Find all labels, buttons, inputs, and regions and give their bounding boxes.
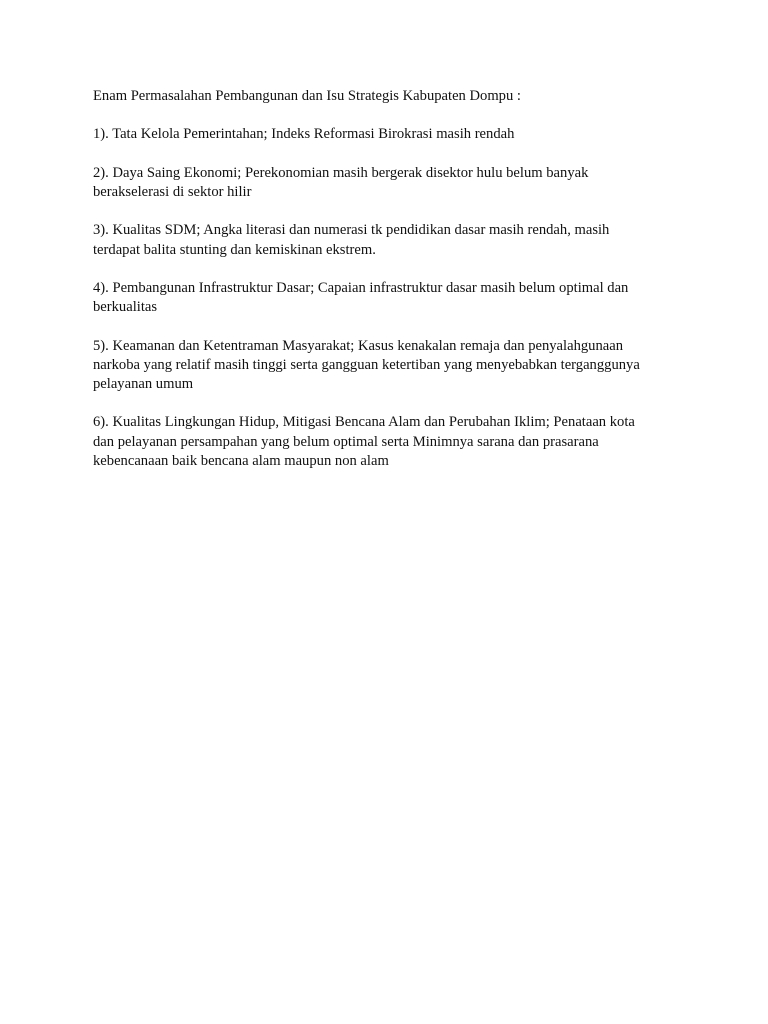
list-item-line: 3). Kualitas SDM; Angka literasi dan numerasi tk pendidikan dasar masih rendah, masih — [93, 222, 610, 239]
list-item-line: kebencanaan baik bencana alam maupun non alam — [93, 452, 389, 469]
list-item-line: 4). Pembangunan Infrastruktur Dasar; Capaian infrastruktur dasar masih belum optimal dan — [93, 279, 629, 296]
list-item-line: 5). Keamanan dan Ketentraman Masyarakat; Kasus kenakalan remaja dan penyalahgunaan — [93, 337, 624, 354]
list-item-line: 6). Kualitas Lingkungan Hidup, Mitigasi Bencana Alam dan Perubahan Iklim; Penataan kota — [93, 414, 635, 431]
document-heading: Enam Permasalahan Pembangunan dan Isu Strategis Kabupaten Dompu : — [93, 88, 521, 104]
list-item-6 — [93, 413, 683, 471]
list-item-1 — [93, 125, 683, 144]
list-item-line: terdapat balita stunting dan kemiskinan ekstrem. — [93, 241, 376, 258]
list-item-line: dan pelayanan persampahan yang belum optimal serta Minimnya sarana dan prasarana — [93, 433, 599, 450]
list-item-line: 2). Daya Saing Ekonomi; Perekonomian masih bergerak disektor hulu belum banyak — [93, 164, 589, 181]
list-item-line: berkualitas — [93, 299, 158, 316]
list-item-2 — [93, 164, 683, 202]
document-body — [93, 87, 683, 490]
list-item-line: 1). Tata Kelola Pemerintahan; Indeks Reformasi Birokrasi masih rendah — [93, 126, 515, 143]
list-item-4 — [93, 279, 683, 317]
list-item-line: pelayanan umum — [93, 375, 194, 392]
list-item-line: narkoba yang relatif masih tinggi serta gangguan ketertiban yang menyebabkan terganggunya — [93, 356, 640, 373]
list-item-line: berakselerasi di sektor hilir — [93, 183, 252, 200]
list-item-5 — [93, 337, 683, 395]
list-item-3 — [93, 221, 683, 259]
